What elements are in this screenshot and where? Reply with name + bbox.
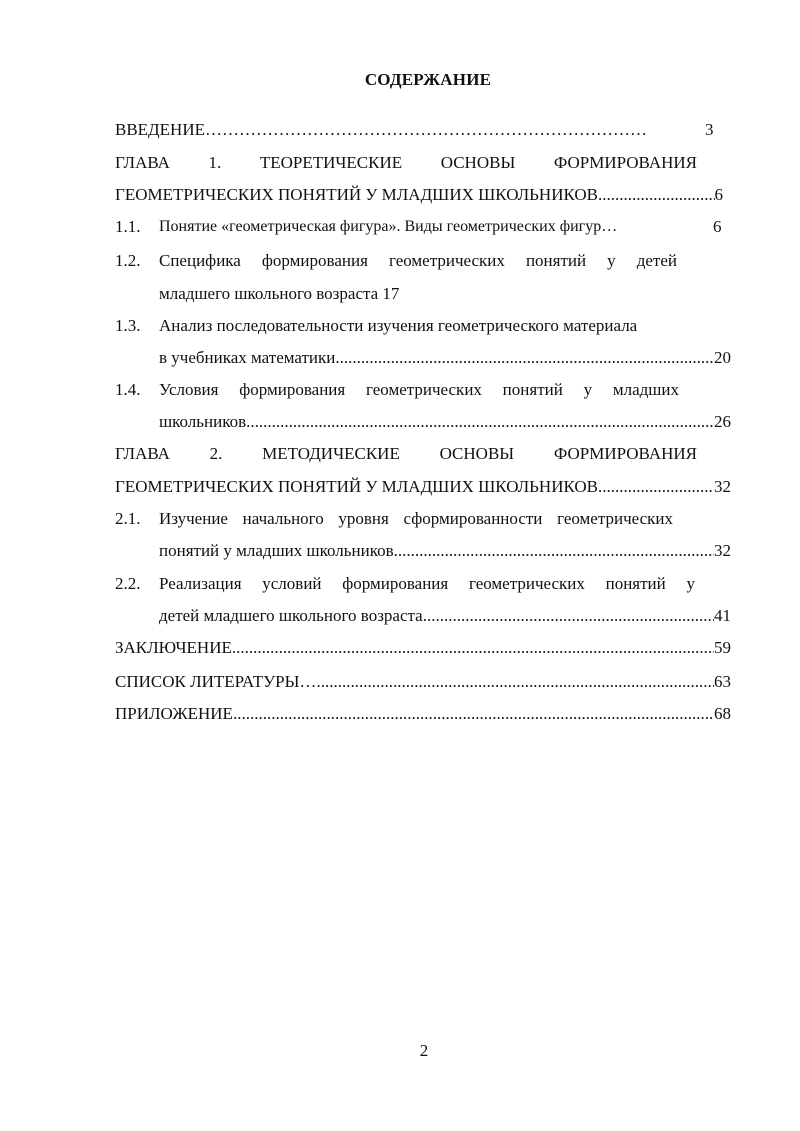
toc-section-1-4: Условия формирования геометрических понятий у младших [159, 380, 679, 399]
toc-section-2-2: Реализация условий формирования геометрических понятий у [159, 574, 695, 593]
toc-leader-dots [316, 670, 714, 694]
toc-section-1-2: Специфика формирования геометрических понятий у детей [159, 251, 677, 270]
toc-entry-appendix [115, 702, 731, 726]
toc-leader-dots [246, 410, 714, 434]
toc-entry-label: ВВЕДЕНИЕ [115, 120, 205, 139]
toc-chapter-1-line2 [115, 183, 723, 207]
toc-entry-label: в учебниках математики [159, 348, 336, 367]
toc-entry-conclusion [115, 636, 731, 660]
toc-section-1-2-line2: младшего школьного возраста 17 [159, 284, 400, 303]
toc-chapter-1-title: ГЛАВА 1. ТЕОРЕТИЧЕСКИЕ ОСНОВЫ ФОРМИРОВАНИЯ [115, 153, 697, 172]
toc-entry-label: СПИСОК ЛИТЕРАТУРЫ… [115, 672, 317, 691]
toc-entry-bibliography [115, 670, 731, 694]
toc-entry-label: школьников [159, 412, 247, 431]
toc-entry-label: детей младшего школьного возраста [159, 606, 423, 625]
toc-page-number: 3 [705, 120, 714, 139]
toc-chapter-2-title: ГЛАВА 2. МЕТОДИЧЕСКИЕ ОСНОВЫ ФОРМИРОВАНИЯ [115, 444, 697, 463]
toc-leader-dots [423, 604, 714, 628]
toc-page-number: 32 [714, 541, 731, 560]
toc-section-2-1-line2 [159, 539, 731, 563]
toc-section-number: 1.2. [115, 251, 141, 270]
page-title: СОДЕРЖАНИЕ [364, 70, 492, 89]
toc-page-number: 20 [714, 348, 731, 367]
toc-entry-introduction [115, 118, 647, 142]
toc-section-number: 1.4. [115, 380, 141, 399]
toc-section-2-1: Изучение начального уровня сформированности геометрических [159, 509, 673, 528]
toc-page-number: 32 [714, 477, 731, 496]
toc-entry-label: ГЕОМЕТРИЧЕСКИХ ПОНЯТИЙ У МЛАДШИХ ШКОЛЬНИКОВ [115, 477, 599, 496]
toc-leader-dots [598, 475, 714, 499]
toc-leader-dots [394, 539, 714, 563]
toc-section-1-4-line2 [159, 410, 731, 434]
toc-entry-label: ПРИЛОЖЕНИЕ [115, 704, 233, 723]
toc-section-1-3: Анализ последовательности изучения геометрического материала [159, 316, 638, 335]
toc-page-number: 68 [714, 704, 731, 723]
toc-section-number: 2.1. [115, 509, 141, 528]
toc-leader-dots [598, 183, 714, 207]
toc-leader-dots: …………………………………………………………………… [204, 120, 647, 139]
toc-section-1-3-line2 [159, 346, 731, 370]
toc-page-number: 59 [714, 638, 731, 657]
toc-page-number: 6 [713, 217, 722, 236]
toc-entry-label: ГЕОМЕТРИЧЕСКИХ ПОНЯТИЙ У МЛАДШИХ ШКОЛЬНИКОВ [115, 185, 599, 204]
toc-page-number: 26 [714, 412, 731, 431]
toc-section-2-2-line2 [159, 604, 731, 628]
toc-leader-dots [233, 702, 714, 726]
toc-section-number: 2.2. [115, 574, 141, 593]
toc-section-number: 1.1. [115, 217, 141, 236]
toc-leader-dots [335, 346, 714, 370]
toc-page-number: 41 [714, 606, 731, 625]
toc-entry-label: понятий у младших школьников [159, 541, 394, 560]
toc-page-number: 63 [714, 672, 731, 691]
toc-section-1-1: Понятие «геометрическая фигура». Виды геометрических фигур… [159, 218, 618, 235]
toc-page-number: 6 [714, 185, 723, 204]
page-number: 2 [419, 1041, 429, 1060]
toc-chapter-2-line2 [115, 475, 731, 499]
toc-entry-label: ЗАКЛЮЧЕНИЕ [115, 638, 232, 657]
toc-section-number: 1.3. [115, 316, 141, 335]
toc-leader-dots [232, 636, 714, 660]
